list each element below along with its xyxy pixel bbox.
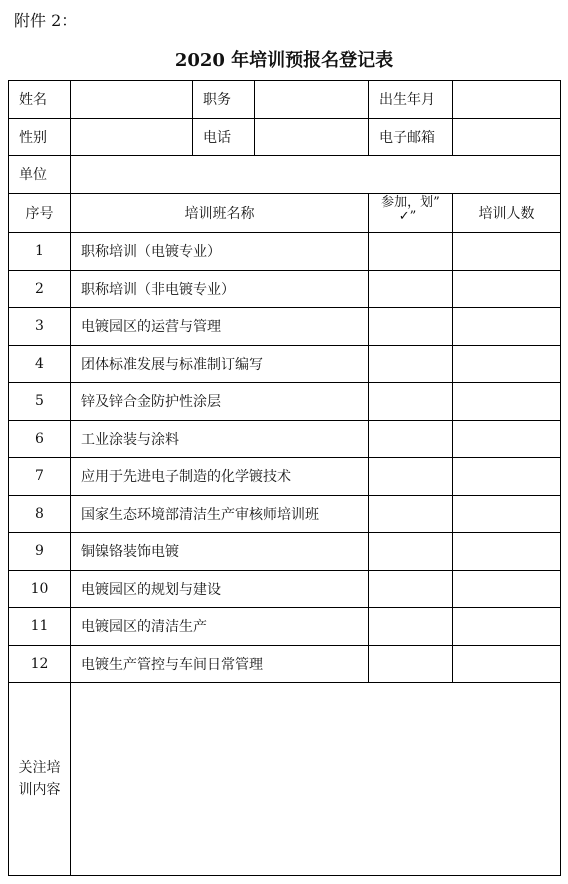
- table-row: [9, 533, 561, 571]
- count-cell[interactable]: [453, 270, 561, 308]
- table-row: [9, 608, 561, 646]
- count-cell[interactable]: [453, 345, 561, 383]
- participate-label: 参加，划”: [381, 194, 440, 210]
- unit-label: 单位: [9, 156, 71, 194]
- course-name: 铜镍铬装饰电镀: [71, 533, 369, 571]
- header-no: 序号: [9, 193, 71, 233]
- count-cell[interactable]: [453, 420, 561, 458]
- count-cell[interactable]: [453, 533, 561, 571]
- course-no: 5: [9, 383, 71, 421]
- table-row: [9, 495, 561, 533]
- participate-cell[interactable]: [369, 533, 453, 571]
- focus-label-line2: 训内容: [18, 782, 61, 798]
- unit-field[interactable]: [71, 156, 561, 194]
- course-name: 职称培训（非电镀专业）: [71, 270, 369, 308]
- header-participate: [369, 193, 453, 233]
- course-no: 12: [9, 645, 71, 683]
- course-no: 2: [9, 270, 71, 308]
- participate-cell[interactable]: [369, 608, 453, 646]
- course-name: 电镀园区的清洁生产: [71, 608, 369, 646]
- table-row: [9, 233, 561, 271]
- count-cell[interactable]: [453, 495, 561, 533]
- info-row-2: [9, 118, 561, 156]
- table-row: [9, 345, 561, 383]
- participate-cell[interactable]: [369, 383, 453, 421]
- email-field[interactable]: [453, 118, 561, 156]
- checkmark-icon: ✓: [398, 208, 410, 224]
- phone-label: 电话: [193, 118, 255, 156]
- phone-field[interactable]: [255, 118, 369, 156]
- participate-cell[interactable]: [369, 308, 453, 346]
- table-row: [9, 420, 561, 458]
- course-no: 1: [9, 233, 71, 271]
- course-name: 职称培训（电镀专业）: [71, 233, 369, 271]
- info-row-3: [9, 156, 561, 194]
- table-row: [9, 570, 561, 608]
- table-row: [9, 383, 561, 421]
- course-no: 11: [9, 608, 71, 646]
- participate-end: ”: [409, 208, 417, 224]
- position-label: 职务: [193, 81, 255, 119]
- gender-field[interactable]: [71, 118, 193, 156]
- course-name: 国家生态环境部清洁生产审核师培训班: [71, 495, 369, 533]
- participate-cell[interactable]: [369, 233, 453, 271]
- focus-field[interactable]: [71, 683, 561, 876]
- form-title: 2020 年培训预报名登记表: [174, 50, 394, 71]
- count-cell[interactable]: [453, 458, 561, 496]
- attachment-label: 附件 2：: [14, 11, 78, 30]
- focus-row: [9, 683, 561, 876]
- birth-label: 出生年月: [369, 81, 453, 119]
- info-row-1: [9, 81, 561, 119]
- count-cell[interactable]: [453, 608, 561, 646]
- focus-label-line1: 关注培: [18, 760, 61, 776]
- count-cell[interactable]: [453, 570, 561, 608]
- count-cell[interactable]: [453, 308, 561, 346]
- course-name: 电镀生产管控与车间日常管理: [71, 645, 369, 683]
- focus-label: [9, 683, 71, 876]
- birth-field[interactable]: [453, 81, 561, 119]
- table-row: [9, 458, 561, 496]
- course-no: 4: [9, 345, 71, 383]
- participate-cell[interactable]: [369, 458, 453, 496]
- header-course: 培训班名称: [71, 193, 369, 233]
- gender-label: 性别: [9, 118, 71, 156]
- table-row: [9, 308, 561, 346]
- course-name: 团体标准发展与标准制订编写: [71, 345, 369, 383]
- participate-cell[interactable]: [369, 270, 453, 308]
- course-no: 6: [9, 420, 71, 458]
- course-name: 应用于先进电子制造的化学镀技术: [71, 458, 369, 496]
- participate-cell[interactable]: [369, 570, 453, 608]
- count-cell[interactable]: [453, 233, 561, 271]
- course-no: 9: [9, 533, 71, 571]
- table-row: [9, 270, 561, 308]
- position-field[interactable]: [255, 81, 369, 119]
- course-rows: [9, 233, 561, 683]
- email-label: 电子邮箱: [369, 118, 453, 156]
- count-cell[interactable]: [453, 383, 561, 421]
- course-name: 工业涂装与涂料: [71, 420, 369, 458]
- header-count: 培训人数: [453, 193, 561, 233]
- count-cell[interactable]: [453, 645, 561, 683]
- course-no: 10: [9, 570, 71, 608]
- course-name: 电镀园区的运营与管理: [71, 308, 369, 346]
- course-no: 8: [9, 495, 71, 533]
- course-header-row: [9, 193, 561, 233]
- participate-cell[interactable]: [369, 645, 453, 683]
- course-name: 锌及锌合金防护性涂层: [71, 383, 369, 421]
- name-field[interactable]: [71, 81, 193, 119]
- participate-cell[interactable]: [369, 420, 453, 458]
- participate-cell[interactable]: [369, 495, 453, 533]
- course-no: 7: [9, 458, 71, 496]
- table-row: [9, 645, 561, 683]
- course-no: 3: [9, 308, 71, 346]
- name-label: 姓名: [9, 81, 71, 119]
- participate-cell[interactable]: [369, 345, 453, 383]
- course-name: 电镀园区的规划与建设: [71, 570, 369, 608]
- registration-table: [8, 80, 561, 876]
